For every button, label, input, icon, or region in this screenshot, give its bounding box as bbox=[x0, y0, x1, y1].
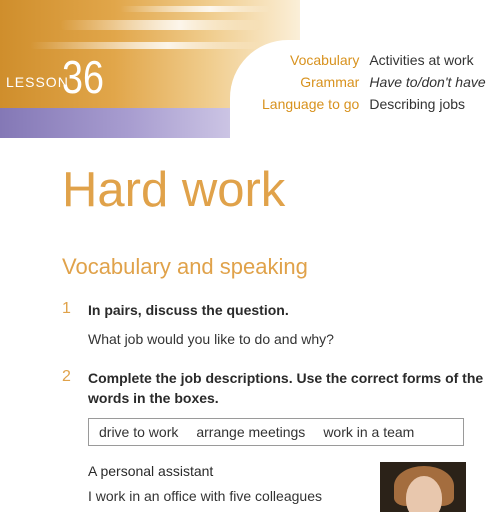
word-box bbox=[88, 418, 464, 446]
banner-light-ray bbox=[60, 20, 260, 30]
section-heading: Vocabulary and speaking bbox=[62, 254, 308, 279]
exercise-number: 2 bbox=[62, 368, 71, 385]
info-value: Activities at work bbox=[369, 52, 474, 68]
job-description: I work in an office with five colleagues bbox=[88, 488, 322, 504]
banner-light-ray bbox=[30, 42, 260, 49]
photo-face bbox=[406, 476, 442, 512]
info-label: Grammar bbox=[300, 74, 360, 90]
info-row-vocabulary bbox=[262, 52, 486, 74]
info-row-grammar bbox=[262, 74, 486, 96]
info-label: Vocabulary bbox=[290, 52, 360, 68]
banner-purple-band bbox=[0, 108, 260, 138]
lesson-label: LESSON bbox=[6, 74, 69, 90]
info-label: Language to go bbox=[262, 96, 360, 112]
lesson-number: 36 bbox=[62, 51, 104, 103]
info-value: Describing jobs bbox=[369, 96, 466, 112]
info-value: Have to/don't have bbox=[369, 74, 486, 90]
lesson-banner bbox=[0, 0, 500, 140]
banner-light-ray bbox=[120, 6, 270, 12]
word-box-item: work in a team bbox=[323, 424, 415, 440]
job-title: A personal assistant bbox=[88, 463, 214, 479]
word-box-item: drive to work bbox=[99, 424, 179, 440]
word-box-item: arrange meetings bbox=[196, 424, 306, 440]
exercise-question: What job would you like to do and why? bbox=[88, 331, 334, 347]
exercise-instruction: Complete the job descriptions. Use the correct forms of the words in the boxes. bbox=[88, 370, 484, 406]
exercise-instruction: In pairs, discuss the question. bbox=[88, 302, 289, 318]
exercise-number: 1 bbox=[62, 300, 71, 317]
woman-portrait-photo bbox=[380, 462, 466, 512]
lesson-info-table bbox=[262, 52, 486, 118]
page-title: Hard work bbox=[62, 163, 286, 217]
info-row-language-to-go bbox=[262, 96, 486, 118]
